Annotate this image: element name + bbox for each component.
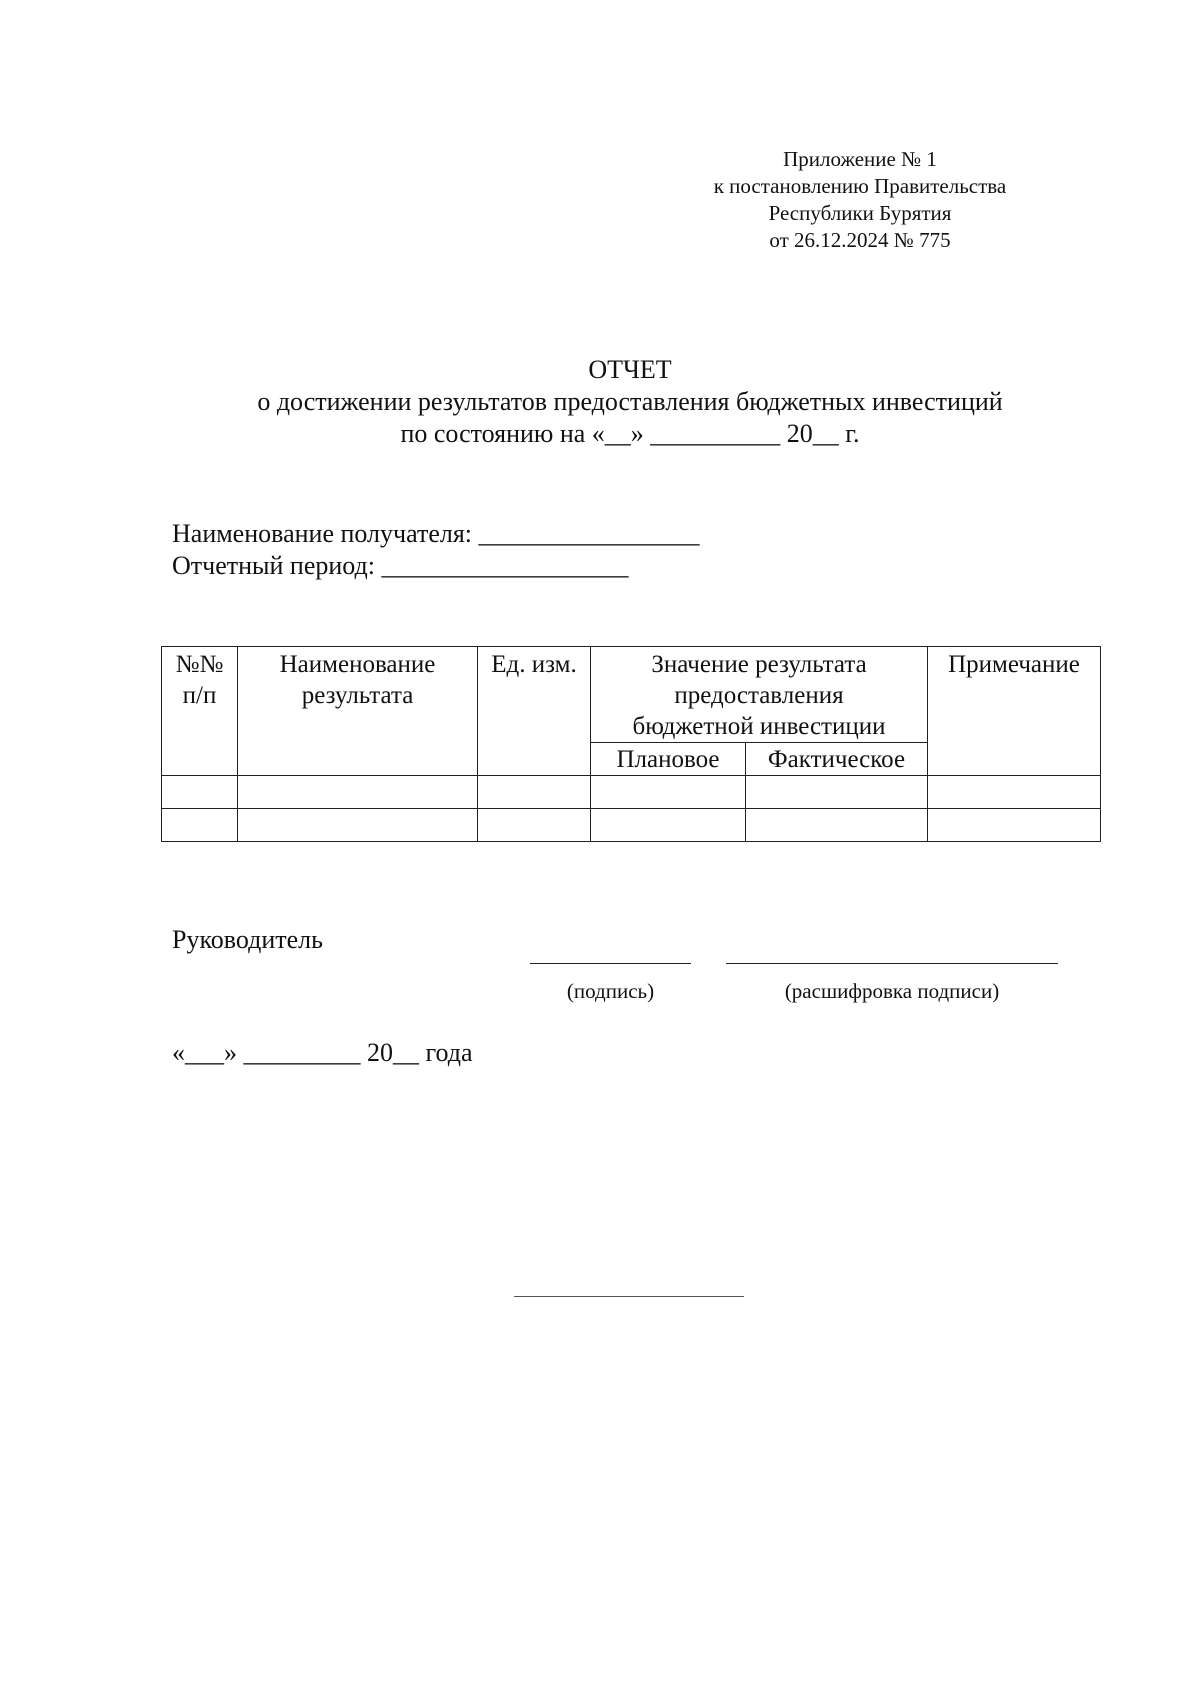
signature-caption: (подпись): [566, 979, 655, 1003]
table-cell: [746, 776, 928, 809]
table-cell: [238, 776, 478, 809]
table-cell: [478, 776, 591, 809]
header-note: Примечание: [928, 647, 1101, 776]
header-number-line2: п/п: [182, 682, 217, 709]
appendix-block: [640, 146, 1080, 254]
table-cell: [238, 809, 478, 842]
table-cell: [591, 776, 746, 809]
report-heading: ОТЧЕТ: [588, 355, 672, 384]
table-row: [162, 776, 1101, 809]
header-planned: Плановое: [591, 743, 746, 776]
head-of-organization-label: Руководитель: [172, 925, 323, 954]
report-subtitle: о достижении результатов предоставления бюджетных инвестиций: [257, 387, 1003, 416]
reporting-period-field: Отчетный период: ___________________: [172, 551, 629, 580]
appendix-number: Приложение № 1: [783, 147, 937, 171]
header-unit: Ед. изм.: [478, 647, 591, 776]
table-row: [162, 809, 1101, 842]
header-result-name: Наименование результата: [238, 647, 478, 776]
table-cell: [162, 776, 238, 809]
table-cell: [162, 809, 238, 842]
bottom-separator: [514, 1296, 744, 1297]
signature-decode-line: [726, 963, 1058, 964]
signature-decode-caption: (расшифровка подписи): [784, 979, 1000, 1003]
results-table: [161, 646, 1101, 842]
table-cell: [478, 809, 591, 842]
table-cell: [928, 776, 1101, 809]
appendix-resolution: к постановлению Правительства: [713, 174, 1007, 198]
recipient-name-field: Наименование получателя: _________________: [172, 519, 700, 548]
header-number-line1: №№: [175, 651, 224, 678]
header-number: [162, 647, 238, 776]
report-title-block: [130, 354, 1130, 450]
report-as-of-date: по состоянию на «__» __________ 20__ г.: [400, 419, 860, 448]
appendix-republic: Республики Бурятия: [768, 201, 952, 225]
signature-line: [530, 963, 691, 964]
header-result-value: Значение результата предоставления бюджетной инвестиции: [591, 647, 928, 743]
signature-date-line: «___» _________ 20__ года: [172, 1038, 473, 1067]
report-fields: [172, 518, 700, 582]
table-cell: [746, 809, 928, 842]
table-cell: [591, 809, 746, 842]
header-actual: Фактическое: [746, 743, 928, 776]
table-cell: [928, 809, 1101, 842]
appendix-date: от 26.12.2024 № 775: [769, 228, 951, 252]
